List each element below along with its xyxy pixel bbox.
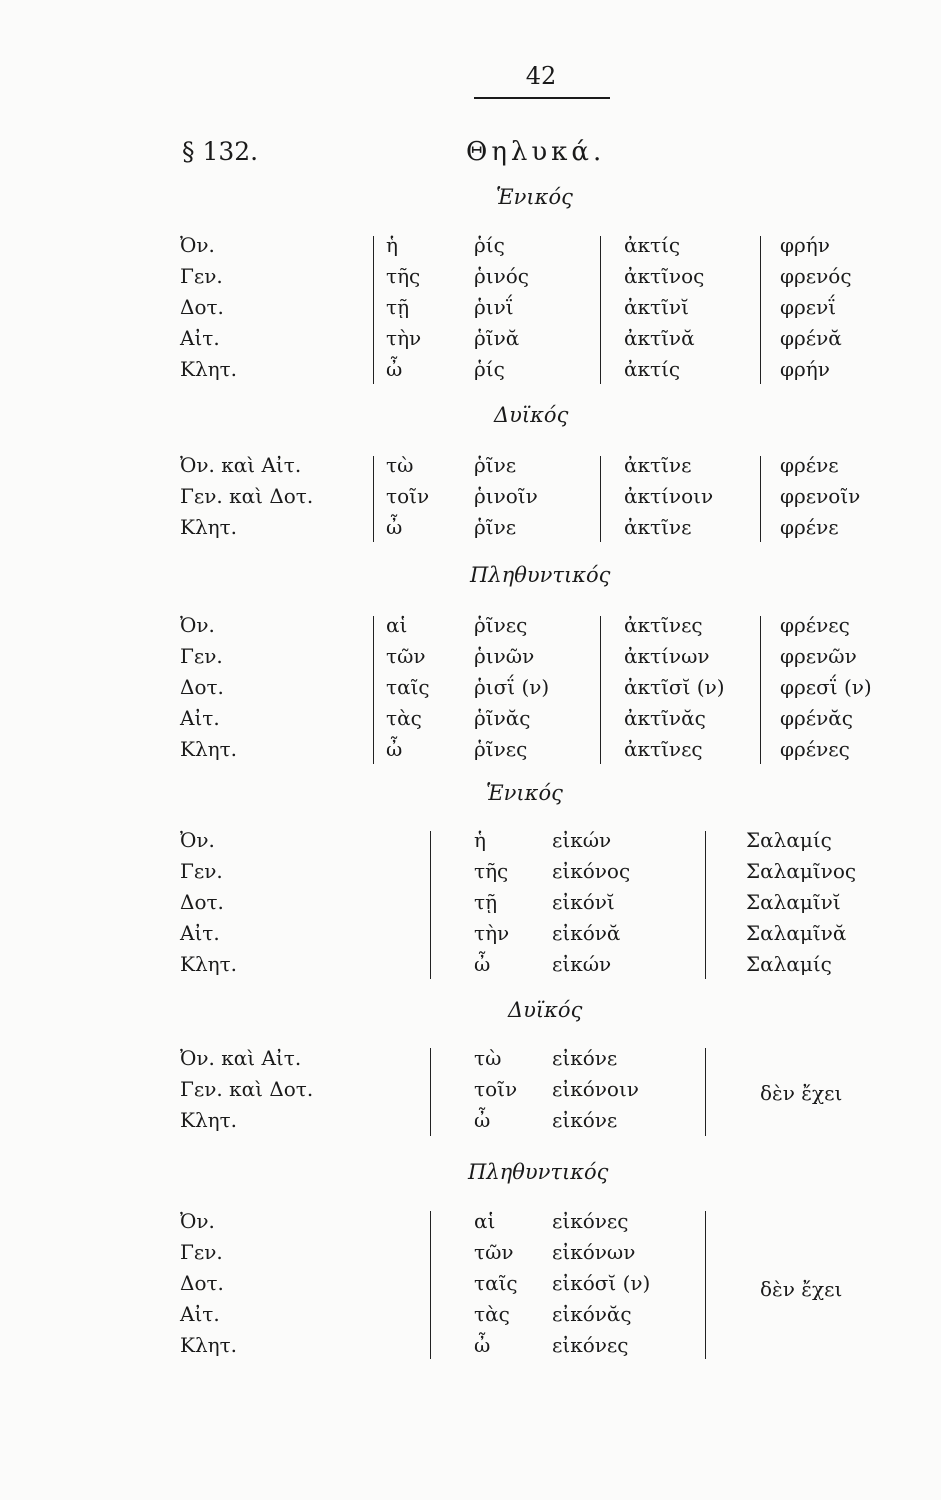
noun-form: ῥῖνες: [474, 737, 528, 761]
case-label: Ὀν. καὶ Αἰτ.: [180, 1046, 302, 1070]
noun-form: Σαλαμῖνᾰ: [746, 921, 847, 945]
column-divider: [600, 616, 601, 764]
article: τῆς: [386, 264, 421, 288]
article: ὦ: [474, 952, 491, 976]
t2-plural-note: δὲν ἔχει: [760, 1277, 843, 1301]
noun-form: εἰκόνᾰς: [552, 1302, 632, 1326]
noun-form: φρεσΐ (ν): [780, 675, 872, 699]
t2-dual-labels: [180, 1043, 313, 1136]
article: τὴν: [474, 921, 510, 945]
t2-dual-heading: Δυϊκός: [508, 998, 583, 1022]
case-label: Κλητ.: [180, 952, 238, 976]
case-label: Γεν. καὶ Δοτ.: [180, 1077, 314, 1101]
noun-form: ἀκτῖνᾰ: [624, 326, 695, 350]
noun-form: Σαλαμίς: [746, 952, 832, 976]
article: αἱ: [474, 1209, 496, 1233]
noun-form: ἀκτίνοιν: [624, 484, 714, 508]
noun-form: ἀκτῖνε: [624, 453, 692, 477]
noun-form: εἰκόσῐ (ν): [552, 1271, 651, 1295]
column-divider: [760, 616, 761, 764]
noun-form: εἰκόνων: [552, 1240, 636, 1264]
noun-form: ἀκτῖνε: [624, 515, 692, 539]
t2-singular-salamis: [746, 825, 856, 980]
noun-form: ῥινΐ: [474, 295, 514, 319]
t1-plural-fren: [780, 610, 872, 765]
t2-plural-articles: [474, 1206, 518, 1361]
article: ταῖς: [474, 1271, 518, 1295]
noun-form: ἀκτίνων: [624, 644, 710, 668]
case-label: Κλητ.: [180, 1108, 238, 1132]
article: τὼ: [474, 1046, 502, 1070]
page-number: 42: [525, 62, 557, 90]
case-label: Ὀν.: [180, 613, 215, 637]
noun-form: εἰκών: [552, 828, 612, 852]
column-divider: [373, 236, 374, 384]
article: ὦ: [386, 737, 403, 761]
column-divider: [705, 1048, 706, 1136]
noun-form: εἰκόνες: [552, 1209, 629, 1233]
header-rule: [474, 97, 610, 99]
article: τῇ: [474, 890, 498, 914]
noun-form: εἰκόνες: [552, 1333, 629, 1357]
noun-form: φρένες: [780, 613, 850, 637]
t2-dual-note: δὲν ἔχει: [760, 1081, 843, 1105]
article: τὰς: [386, 706, 422, 730]
column-divider: [760, 236, 761, 384]
column-divider: [430, 1211, 431, 1359]
case-label: Κλητ.: [180, 515, 238, 539]
column-divider: [705, 831, 706, 979]
article: τὰς: [474, 1302, 510, 1326]
noun-form: Σαλαμίς: [746, 828, 832, 852]
t2-singular-heading: Ἑνικός: [486, 781, 563, 805]
noun-form: φρένε: [780, 515, 839, 539]
noun-form: ἀκτίς: [624, 357, 681, 381]
t1-dual-aktis: [624, 450, 713, 543]
case-label: Ὀν.: [180, 233, 215, 257]
article: ταῖς: [386, 675, 430, 699]
t2-plural-labels: [180, 1206, 237, 1361]
case-label: Δοτ.: [180, 295, 224, 319]
t2-plural-eikon: [552, 1206, 650, 1361]
page-title: Θηλυκά.: [466, 137, 606, 167]
case-label: Δοτ.: [180, 1271, 224, 1295]
noun-form: εἰκόνῐ: [552, 890, 615, 914]
article: αἱ: [386, 613, 408, 637]
column-divider: [373, 456, 374, 542]
noun-form: φρένᾰς: [780, 706, 853, 730]
noun-form: εἰκόνοιν: [552, 1077, 639, 1101]
column-divider: [760, 456, 761, 542]
noun-form: ῥῖνε: [474, 453, 517, 477]
article: ὦ: [386, 357, 403, 381]
t1-singular-ris: [474, 230, 529, 385]
noun-form: εἰκόνᾰ: [552, 921, 621, 945]
noun-form: φρήν: [780, 233, 830, 257]
t1-singular-labels: [180, 230, 237, 385]
t1-dual-labels: [180, 450, 313, 543]
noun-form: εἰκόνε: [552, 1108, 618, 1132]
case-label: Δοτ.: [180, 675, 224, 699]
case-label: Αἰτ.: [180, 921, 220, 945]
noun-form: εἰκόνε: [552, 1046, 618, 1070]
t1-singular-heading: Ἑνικός: [496, 185, 573, 209]
noun-form: φρήν: [780, 357, 830, 381]
article: ὦ: [386, 515, 403, 539]
case-label: Αἰτ.: [180, 1302, 220, 1326]
article: τὼ: [386, 453, 414, 477]
case-label: Ὀν.: [180, 828, 215, 852]
t1-singular-fren: [780, 230, 852, 385]
article: ἡ: [474, 828, 486, 852]
article: τοῖν: [474, 1077, 518, 1101]
noun-form: ῥινοῖν: [474, 484, 538, 508]
case-label: Αἰτ.: [180, 326, 220, 350]
noun-form: ῥῖνε: [474, 515, 517, 539]
noun-form: ἀκτῖνος: [624, 264, 705, 288]
noun-form: ῥίς: [474, 357, 505, 381]
case-label: Κλητ.: [180, 1333, 238, 1357]
noun-form: ῥισΐ (ν): [474, 675, 550, 699]
case-label: Κλητ.: [180, 357, 238, 381]
case-label: Γεν.: [180, 859, 223, 883]
noun-form: ῥῖνᾰς: [474, 706, 531, 730]
noun-form: ῥῖνᾰ: [474, 326, 520, 350]
noun-form: φρενός: [780, 264, 852, 288]
article: τοῖν: [386, 484, 430, 508]
article: τῇ: [386, 295, 410, 319]
noun-form: εἰκών: [552, 952, 612, 976]
noun-form: Σαλαμῖνος: [746, 859, 857, 883]
noun-form: ἀκτῖνῐ: [624, 295, 689, 319]
noun-form: φρενοῖν: [780, 484, 861, 508]
article: τῶν: [386, 644, 426, 668]
t2-dual-articles: [474, 1043, 517, 1136]
case-label: Αἰτ.: [180, 706, 220, 730]
article: τῆς: [474, 859, 509, 883]
noun-form: φρένες: [780, 737, 850, 761]
t2-dual-eikon: [552, 1043, 639, 1136]
t1-dual-ris: [474, 450, 538, 543]
case-label: Γεν.: [180, 264, 223, 288]
article: ἡ: [386, 233, 398, 257]
case-label: Κλητ.: [180, 737, 238, 761]
t1-dual-heading: Δυϊκός: [494, 403, 569, 427]
noun-form: φρενῶν: [780, 644, 857, 668]
case-label: Γεν.: [180, 644, 223, 668]
noun-form: ῥινός: [474, 264, 529, 288]
t2-singular-labels: [180, 825, 237, 980]
t1-plural-labels: [180, 610, 237, 765]
noun-form: Σαλαμῖνῐ: [746, 890, 841, 914]
t2-singular-articles: [474, 825, 509, 980]
noun-form: ἀκτῖνᾰς: [624, 706, 706, 730]
t1-dual-articles: [386, 450, 429, 543]
t1-singular-articles: [386, 230, 421, 385]
case-label: Γεν. καὶ Δοτ.: [180, 484, 314, 508]
noun-form: ῥίς: [474, 233, 505, 257]
column-divider: [373, 616, 374, 764]
noun-form: φρένε: [780, 453, 839, 477]
noun-form: ἀκτῖσῐ (ν): [624, 675, 725, 699]
t1-plural-ris: [474, 610, 549, 765]
column-divider: [600, 236, 601, 384]
article: ὦ: [474, 1108, 491, 1132]
case-label: Ὀν. καὶ Αἰτ.: [180, 453, 302, 477]
noun-form: ἀκτίς: [624, 233, 681, 257]
noun-form: ἀκτῖνες: [624, 613, 703, 637]
t2-singular-eikon: [552, 825, 630, 980]
noun-form: ῥινῶν: [474, 644, 535, 668]
noun-form: φρένᾰ: [780, 326, 842, 350]
t1-plural-articles: [386, 610, 430, 765]
t1-plural-aktis: [624, 610, 725, 765]
t1-singular-aktis: [624, 230, 704, 385]
noun-form: φρενΐ: [780, 295, 837, 319]
noun-form: ῥῖνες: [474, 613, 528, 637]
column-divider: [705, 1211, 706, 1359]
column-divider: [430, 831, 431, 979]
case-label: Ὀν.: [180, 1209, 215, 1233]
noun-form: εἰκόνος: [552, 859, 631, 883]
case-label: Γεν.: [180, 1240, 223, 1264]
column-divider: [600, 456, 601, 542]
article: ὦ: [474, 1333, 491, 1357]
section-number: § 132.: [182, 137, 259, 166]
column-divider: [430, 1048, 431, 1136]
noun-form: ἀκτῖνες: [624, 737, 703, 761]
t2-plural-heading: Πληθυντικός: [468, 1160, 609, 1184]
t1-dual-fren: [780, 450, 860, 543]
article: τὴν: [386, 326, 422, 350]
case-label: Δοτ.: [180, 890, 224, 914]
article: τῶν: [474, 1240, 514, 1264]
t1-plural-heading: Πληθυντικός: [470, 563, 611, 587]
